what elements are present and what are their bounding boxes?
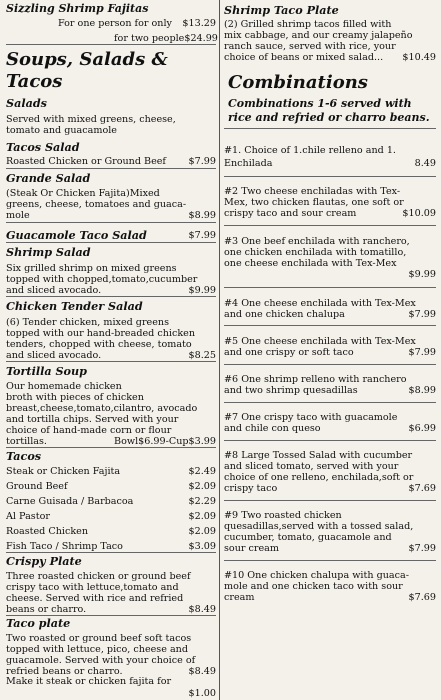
combo-last: sour cream $7.99 bbox=[224, 543, 436, 554]
shrimp-salad-line: topped with chopped,tomato,cucumber bbox=[6, 274, 198, 285]
taco-plate-line: guacamole. Served with your choice of bbox=[6, 655, 196, 666]
chicken-tender-last: and sliced avocado. $8.25 bbox=[6, 350, 216, 361]
taco-plate-line: topped with lettuce, pico, cheese and bbox=[6, 644, 188, 655]
rule bbox=[6, 168, 216, 169]
combo-line: #1. Choice of 1.chile relleno and 1. bbox=[224, 145, 396, 156]
combo-line: and sliced tomato, served with your bbox=[224, 461, 399, 472]
salads-title: Salads bbox=[6, 96, 47, 110]
rule bbox=[224, 287, 436, 288]
grande-salad-title: Grande Salad bbox=[6, 171, 91, 185]
combo-line: #4 One cheese enchilada with Tex-Mex bbox=[224, 298, 416, 309]
rule bbox=[6, 447, 216, 448]
tortilla-soup-line: choice of hand-made corn or flour bbox=[6, 425, 172, 436]
combo-line: quesadillas,served with a tossed salad, bbox=[224, 521, 414, 532]
combo-line: #3 One beef enchilada with ranchero, bbox=[224, 236, 410, 247]
crispy-plate-last: beans or charro. $8.49 bbox=[6, 604, 216, 615]
crispy-plate-title: Crispy Plate bbox=[6, 554, 82, 568]
crispy-plate-line: crispy taco with lettuce,tomato and bbox=[6, 582, 179, 593]
taco-plate-title: Taco plate bbox=[6, 616, 71, 630]
shrimp-salad-last: and sliced avocado. $9.99 bbox=[6, 285, 216, 296]
combo-line: #5 One cheese enchilada with Tex-Mex bbox=[224, 336, 416, 347]
taco-item: Ground Beef $2.09 bbox=[6, 481, 216, 492]
combo-line: #6 One shrimp relleno with ranchero bbox=[224, 374, 407, 385]
combo-line: one chicken enchilada with tomatillo, bbox=[224, 247, 407, 258]
rule bbox=[6, 242, 216, 243]
tacos-salad-title: Tacos Salad bbox=[6, 140, 80, 154]
chicken-tender-line: tenders, chopped with cheese, tomato bbox=[6, 339, 192, 350]
tacos-salad-line: Roasted Chicken or Ground Beef $7.99 bbox=[6, 156, 216, 167]
combo-line: one cheese enchilada with Tex-Mex bbox=[224, 258, 397, 269]
combo-line: #8 Large Tossed Salad with cucumber bbox=[224, 450, 413, 461]
combo-line: cucumber, tomato, guacamole and bbox=[224, 532, 392, 543]
shrimp-taco-plate-line: (2) Grilled shrimp tacos filled with bbox=[224, 19, 392, 30]
fajitas-one: For one person for only $13.29 bbox=[58, 18, 216, 29]
tortilla-soup-line: broth with pieces of chicken bbox=[6, 392, 144, 403]
salads-line: tomato and guacamole bbox=[6, 125, 117, 136]
combo-line: mole and one chicken taco with sour bbox=[224, 581, 403, 592]
shrimp-salad-title: Shrimp Salad bbox=[6, 245, 91, 259]
rule bbox=[6, 296, 216, 297]
taco-plate-last: refried beans or charro. $8.49 bbox=[6, 666, 216, 677]
tortilla-soup-line: Our homemade chicken bbox=[6, 381, 122, 392]
rule bbox=[6, 222, 216, 223]
combo-last: crispy taco and sour cream $10.09 bbox=[224, 208, 436, 219]
combo-line: Mex, two chicken flautas, one soft or bbox=[224, 197, 404, 208]
combinations-sub: Combinations 1-6 served with bbox=[228, 97, 412, 110]
rule bbox=[224, 560, 436, 561]
combo-last: and one chicken chalupa $7.99 bbox=[224, 309, 436, 320]
rule bbox=[224, 325, 436, 326]
crispy-plate-line: Three roasted chicken or ground beef bbox=[6, 571, 191, 582]
combinations-sub: rice and refried or charro beans. bbox=[228, 111, 430, 124]
tacos-title: Tacos bbox=[6, 449, 42, 463]
chicken-tender-title: Chicken Tender Salad bbox=[6, 299, 143, 313]
chicken-tender-line: (6) Tender chicken, mixed greens bbox=[6, 317, 169, 328]
combo-last: Enchilada 8.49 bbox=[224, 158, 436, 169]
combo-line: #2 Two cheese enchiladas with Tex- bbox=[224, 186, 401, 197]
shrimp-taco-plate-line: ranch sauce, served with rice, your bbox=[224, 41, 396, 52]
taco-item: Fish Taco / Shrimp Taco $3.09 bbox=[6, 541, 216, 552]
crispy-plate-line: cheese. Served with rice and refried bbox=[6, 593, 184, 604]
tortilla-soup-title: Tortilla Soup bbox=[6, 364, 87, 378]
rule bbox=[224, 440, 436, 441]
taco-item: Al Pastor $2.09 bbox=[6, 511, 216, 522]
rule bbox=[224, 128, 436, 129]
combo-line: #9 Two roasted chicken bbox=[224, 510, 342, 521]
taco-item: Roasted Chicken $2.09 bbox=[6, 526, 216, 537]
combo-last: crispy taco $7.69 bbox=[224, 483, 436, 494]
steak-upgrade-price: $1.00 bbox=[188, 688, 216, 699]
shrimp-taco-plate-title: Shrimp Taco Plate bbox=[224, 3, 339, 17]
rule bbox=[224, 225, 436, 226]
rule bbox=[224, 364, 436, 365]
shrimp-salad-line: Six grilled shrimp on mixed greens bbox=[6, 263, 177, 274]
taco-plate-line: Two roasted or ground beef soft tacos bbox=[6, 633, 192, 644]
combo-last: and chile con queso $6.99 bbox=[224, 423, 436, 434]
rule bbox=[224, 176, 436, 177]
rule bbox=[6, 44, 216, 45]
rule bbox=[6, 361, 216, 362]
taco-item: Steak or Chicken Fajita $2.49 bbox=[6, 466, 216, 477]
rule bbox=[224, 500, 436, 501]
shrimp-taco-plate-last: choice of beans or mixed salad... $10.49 bbox=[224, 52, 436, 63]
guacamole-salad: Guacamole Taco Salad $7.99 bbox=[6, 228, 216, 242]
soups-title-2: Tacos bbox=[6, 71, 63, 92]
combo-last: and one crispy or soft taco $7.99 bbox=[224, 347, 436, 358]
grande-salad-line: (Steak Or Chicken Fajita)Mixed bbox=[6, 188, 160, 199]
combo-last: and two shrimp quesadillas $8.99 bbox=[224, 385, 436, 396]
combo-last: cream $7.69 bbox=[224, 592, 436, 603]
taco-item: Carne Guisada / Barbacoa $2.29 bbox=[6, 496, 216, 507]
fajitas-two: for two people $24.99 bbox=[114, 33, 218, 44]
grande-salad-last: mole $8.99 bbox=[6, 210, 216, 221]
grande-salad-line: greens, cheese, tomatoes and guaca- bbox=[6, 199, 187, 210]
steak-upgrade-text: Make it steak or chicken fajita for bbox=[6, 676, 172, 687]
tortilla-soup-last: tortillas. Bowl$6.99-Cup$3.99 bbox=[6, 436, 216, 447]
salads-line: Served with mixed greens, cheese, bbox=[6, 114, 176, 125]
combinations-title: Combinations bbox=[228, 72, 368, 93]
shrimp-taco-plate-line: mix cabbage, and our creamy jalapeño bbox=[224, 30, 413, 41]
combo-last: $9.99 bbox=[408, 269, 436, 280]
combo-line: #10 One chicken chalupa with guaca- bbox=[224, 570, 409, 581]
tortilla-soup-line: and tortilla chips. Served with your bbox=[6, 414, 179, 425]
rule bbox=[224, 402, 436, 403]
tortilla-soup-line: breast,cheese,tomato,cilantro, avocado bbox=[6, 403, 198, 414]
soups-title-1: Soups, Salads & bbox=[6, 49, 168, 70]
chicken-tender-line: topped with our hand-breaded chicken bbox=[6, 328, 195, 339]
fajitas-title: Sizzling Shrimp Fajitas bbox=[6, 2, 149, 15]
combo-line: choice of one relleno, enchilada,soft or bbox=[224, 472, 414, 483]
combo-line: #7 One crispy taco with guacamole bbox=[224, 412, 398, 423]
rule bbox=[6, 552, 216, 553]
column-divider bbox=[219, 0, 220, 700]
